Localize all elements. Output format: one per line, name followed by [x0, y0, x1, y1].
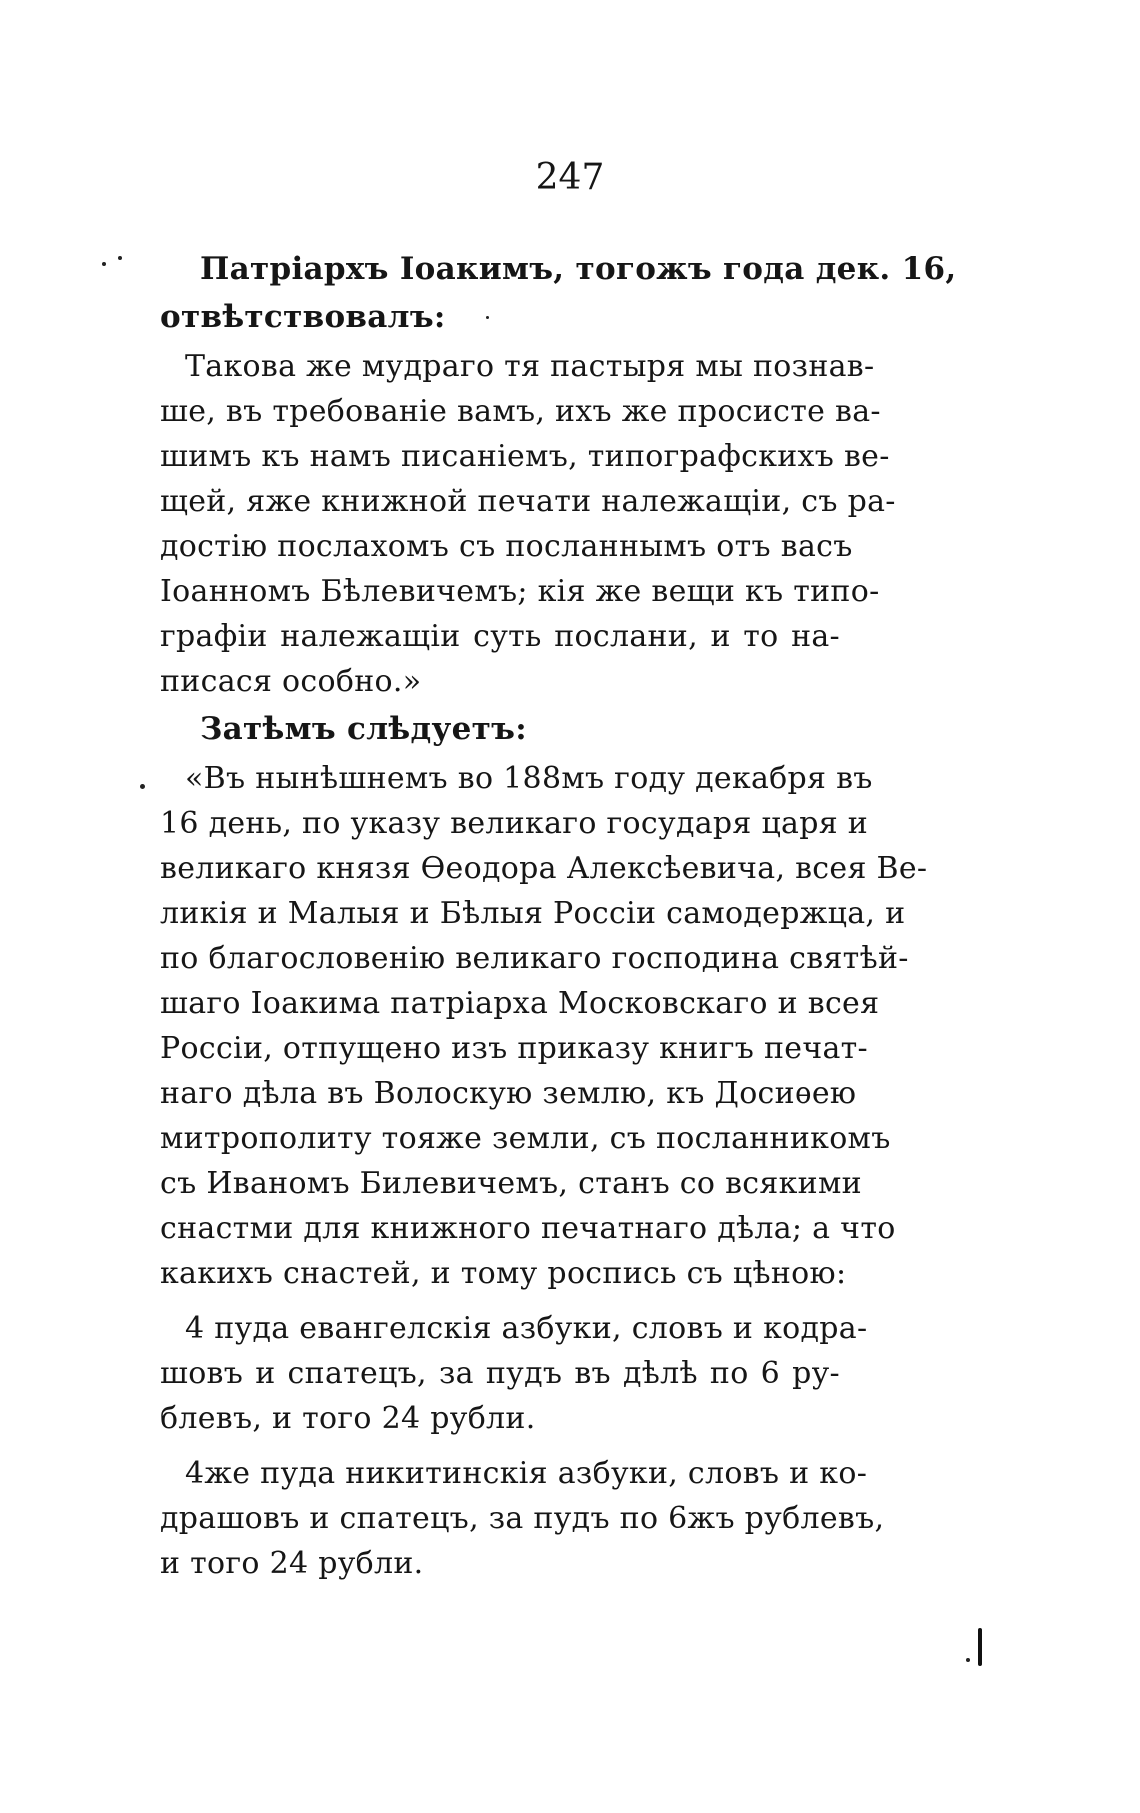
text-line: Россіи, отпущено изъ приказу книгъ печат-	[160, 1031, 868, 1066]
scan-edge-mark	[978, 1628, 982, 1666]
text-line: «Въ нынѣшнемъ во 188мъ году декабря въ	[185, 761, 873, 796]
text-line: Такова же мудраго тя пастыря мы познав-	[185, 349, 875, 384]
text-line: ликія и Малыя и Бѣлыя Россіи самодержца, и	[160, 896, 906, 931]
text-line: писася особно.»	[160, 664, 422, 699]
text-line: какихъ снастей, и тому роспись съ цѣною:	[160, 1256, 847, 1291]
text-line: Іоанномъ Бѣлевичемъ; кія же вещи къ типо-	[160, 574, 880, 609]
text-line: великаго князя Ѳеодора Алексѣевича, всея Ве-	[160, 851, 928, 886]
scan-speck	[102, 262, 106, 266]
text-line: съ Иваномъ Билевичемъ, станъ со всякими	[160, 1166, 862, 1201]
text-line: 4же пуда никитинскія азбуки, словъ и ко-	[185, 1456, 868, 1491]
text-line: щей, яже книжной печати належащіи, съ ра-	[160, 484, 896, 519]
text-line: шимъ къ намъ писаніемъ, типографскихъ ве-	[160, 439, 890, 474]
text-line: митрополиту тояже земли, съ посланникомъ	[160, 1121, 891, 1156]
text-line: ше, въ требованіе вамъ, ихъ же просисте ва-	[160, 394, 881, 429]
scan-speck	[486, 316, 489, 319]
text-line: графіи належащіи суть послани, и то на-	[160, 619, 840, 654]
text-line: по благословенію великаго господина святѣй-	[160, 941, 909, 976]
text-line: Патріархъ Іоакимъ, тогожъ года дек. 16,	[200, 251, 957, 287]
text-line: снастми для книжного печатнаго дѣла; а что	[160, 1211, 896, 1246]
scan-speck	[140, 784, 145, 789]
text-line: шовъ и спатецъ, за пудъ въ дѣлѣ по 6 ру-	[160, 1356, 840, 1391]
text-line: наго дѣла въ Волоскую землю, къ Досиѳею	[160, 1076, 857, 1111]
text-line: Затѣмъ слѣдуетъ:	[200, 711, 527, 747]
text-line: достію послахомъ съ посланнымъ отъ васъ	[160, 529, 853, 564]
text-line: отвѣтствовалъ:	[160, 299, 446, 335]
text-line: и того 24 рубли.	[160, 1546, 424, 1581]
text-line: 4 пуда евангелскія азбуки, словъ и кодра-	[185, 1311, 868, 1346]
scan-speck	[966, 1658, 970, 1662]
text-line: 16 день, по указу великаго государя царя и	[160, 806, 869, 841]
page-number: 247	[535, 157, 605, 198]
text-line: драшовъ и спатецъ, за пудъ по 6жъ рублевъ,	[160, 1501, 885, 1536]
text-line: блевъ, и того 24 рубли.	[160, 1401, 536, 1436]
text-line: шаго Іоакима патріарха Московскаго и всея	[160, 986, 880, 1021]
scan-speck	[118, 256, 122, 260]
